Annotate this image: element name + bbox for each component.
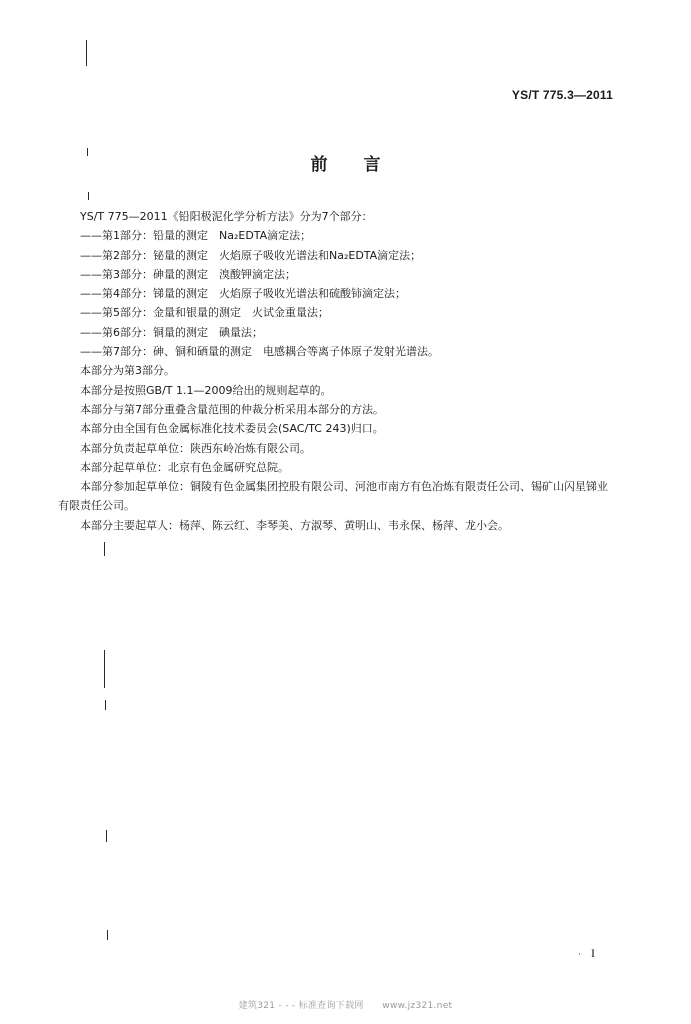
part-list-item: ——第2部分：铋量的测定 火焰原子吸收光谱法和Na₂EDTA滴定法； — [80, 248, 422, 262]
body-paragraph: 本部分参加起草单位：铜陵有色金属集团控股有限公司、河池市南方有色冶炼有限责任公司、锡矿山闪星锑业有限责任公司。 — [58, 480, 608, 513]
scan-artifact-line — [104, 650, 105, 688]
scan-artifact-line — [107, 930, 108, 940]
body-paragraph: 本部分由全国有色金属标准化技术委员会(SAC/TC 243)归口。 — [80, 422, 384, 436]
part-list-item: ——第4部分：锑量的测定 火焰原子吸收光谱法和硫酸铈滴定法； — [80, 287, 406, 301]
intro-paragraph: YS/T 775—2011《铅阳极泥化学分析方法》分为7个部分： — [80, 210, 373, 223]
page-number-text: I — [591, 946, 595, 960]
scan-artifact-line — [104, 542, 105, 556]
part-list-item: ——第1部分：铅量的测定 Na₂EDTA滴定法； — [80, 229, 312, 243]
page-number — [578, 946, 595, 961]
scan-artifact-line — [105, 700, 106, 710]
part-list-item: ——第6部分：铜量的测定 碘量法； — [80, 325, 263, 339]
watermark-text: 建筑321 - - - 标准查询下载网 www.jz321.net — [238, 1001, 453, 1011]
scan-artifact-line — [86, 40, 87, 66]
body-paragraph: 本部分主要起草人：杨萍、陈云红、李琴美、方淑琴、黄明山、韦永保、杨萍、龙小会。 — [80, 518, 509, 532]
body-paragraph: 本部分负责起草单位：陕西东岭冶炼有限公司。 — [80, 441, 311, 455]
part-list-item: ——第5部分：金量和银量的测定 火试金重量法； — [80, 306, 329, 320]
foreword-body — [58, 207, 618, 535]
part-list-item: ——第3部分：砷量的测定 溴酸钾滴定法； — [80, 267, 296, 281]
body-paragraph: 本部分为第3部分。 — [80, 364, 175, 378]
dot-mark: · — [578, 949, 581, 959]
body-paragraph: 本部分是按照GB/T 1.1—2009给出的规则起草的。 — [80, 383, 332, 397]
scan-artifact-line — [88, 192, 89, 200]
body-paragraph: 本部分起草单位：北京有色金属研究总院。 — [80, 460, 289, 474]
part-list-item: ——第7部分：砷、铜和硒量的测定 电感耦合等离子体原子发射光谱法。 — [80, 345, 439, 359]
standard-number: YS/T 775.3—2011 — [511, 88, 613, 102]
page-title: 前言 — [310, 155, 417, 175]
body-paragraph: 本部分与第7部分重叠含量范围的仲裁分析采用本部分的方法。 — [80, 402, 384, 416]
scan-artifact-line — [106, 830, 107, 842]
